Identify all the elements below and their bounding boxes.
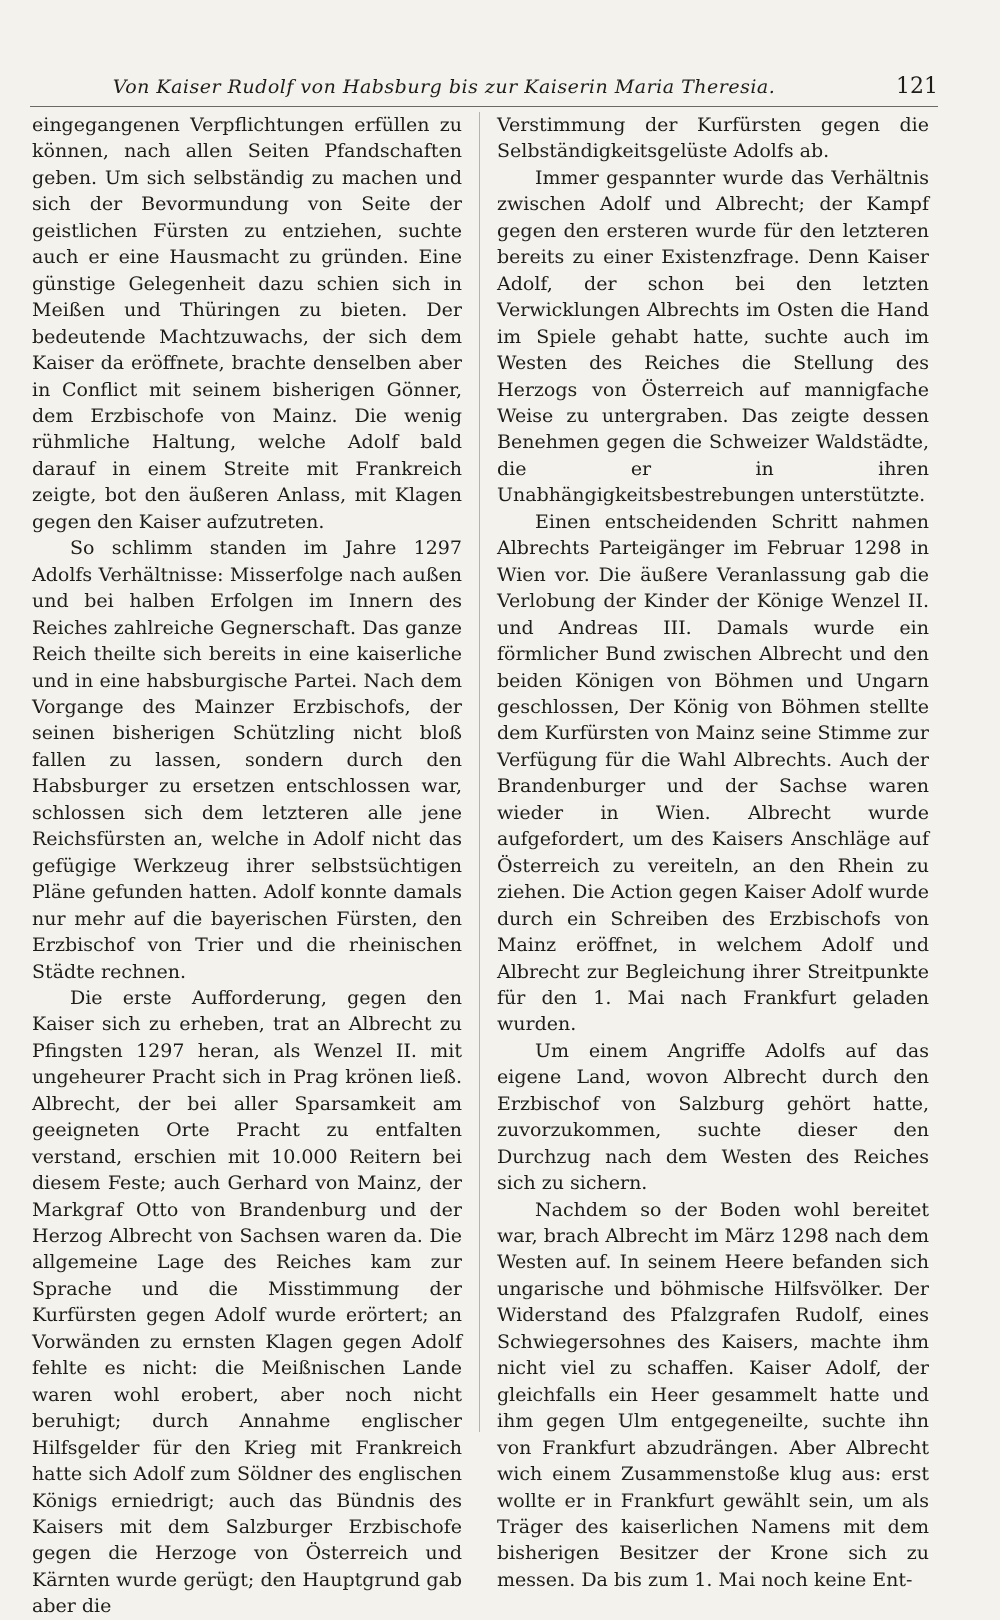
running-head: Von Kaiser Rudolf von Habsburg bis zur Kaiserin Maria Theresia. [112,76,776,98]
header-rule [30,106,938,107]
page-header [30,72,938,106]
paragraph: Einen entscheidenden Schritt nahmen Albrechts Parteigänger im Februar 1298 in Wien vor. Die äußere Veranlassung gab die Verlobung der Kinder der Könige Wenzel II. und Andreas III. Damals wurde ein förmlicher Bund zwischen Albrecht und den beiden Königen von Böhmen und Ungarn geschlossen, Der König von Böhmen stellte dem Kurfürsten von Mainz seine Stimme zur Verfügung für die Wahl Albrechts. Auch der Brandenburger und der Sachse waren wieder in Wien. Albrecht wurde aufgefordert, um des Kaisers Anschläge auf Österreich zu vereiteln, an den Rhein zu ziehen. Die Action gegen Kaiser Adolf wurde durch ein Schreiben des Erzbischofs von Mainz eröffnet, in welchem Adolf und Albrecht zur Begleichung ihrer Streitpunkte für den 1. Mai nach Frankfurt geladen wurden. [497,510,929,1036]
paragraph: Die erste Aufforderung, gegen den Kaiser sich zu erheben, trat an Albrecht zu Pfingsten 1297 heran, als Wenzel II. mit ungeheurer Pracht sich in Prag krönen ließ. Albrecht, der bei aller Sparsamkeit am geeigneten Orte Pracht zu entfalten verstand, erschien mit 10.000 Reitern bei diesem Feste; auch Gerhard von Mainz, der Markgraf Otto von Brandenburg und der Herzog Albrecht von Sachsen waren da. Die allgemeine Lage des Reiches kam zur Sprache und die Misstimmung der Kurfürsten gegen Adolf wurde erörtert; an Vorwänden zu ernsten Klagen gegen Adolf fehlte es nicht: die Meißnischen Lande waren wohl erobert, aber noch nicht beruhigt; durch Annahme englischer Hilfsgelder für den Krieg mit Frankreich hatte sich Adolf zum Söldner des englischen Königs erniedrigt; auch das Bündnis des Kaisers mit dem Salzburger Erzbischofe gegen die Herzoge von Österreich und Kärnten wurde gerügt; den Hauptgrund gab aber die [32,986,462,1618]
page-number: 121 [896,74,938,99]
left-column [32,112,462,1620]
paragraph: Verstimmung der Kurfürsten gegen die Selbständigkeitsgelüste Adolfs ab. [497,114,929,163]
column-divider [479,112,480,1432]
paragraph: Nachdem so der Boden wohl bereitet war, brach Albrecht im März 1298 nach dem Westen auf. In seinem Heere befanden sich ungarische und böhmische Hilfsvölker. Der Widerstand des Pfalzgrafen Rudolf, eines Schwiegersohnes des Kaisers, machte ihm nicht viel zu schaffen. Kaiser Adolf, der gleichfalls ein Heer gesammelt hatte und ihm gegen Ulm entgegeneilte, suchte ihn von Frankfurt abzudrängen. Aber Albrecht wich einem Zusammenstoße klug aus: erst wollte er in Frankfurt gewählt sein, um als Träger des kaiserlichen Namens mit dem bisherigen Besitzer der Krone sich zu messen. Da bis zum 1. Mai noch keine Ent- [497,1198,929,1591]
paragraph: eingegangenen Verpflichtungen erfüllen zu können, nach allen Seiten Pfandschaften geben. Um sich selbständig zu machen und sich der Bevormundung von Seite der geistlichen Fürsten zu entziehen, suchte auch er eine Hausmacht zu gründen. Eine günstige Gelegenheit dazu schien sich in Meißen und Thüringen zu bieten. Der bedeutende Machtzuwachs, der sich dem Kaiser da eröffnete, brachte denselben aber in Conflict mit seinem bisherigen Gönner, dem Erzbischofe von Mainz. Die wenig rühmliche Haltung, welche Adolf bald darauf in einem Streite mit Frankreich zeigte, bot den äußeren Anlass, mit Klagen gegen den Kaiser aufzutreten. [32,114,462,533]
paragraph: So schlimm standen im Jahre 1297 Adolfs Verhältnisse: Misserfolge nach außen und bei halben Erfolgen im Innern des Reiches zahlreiche Gegnerschaft. Das ganze Reich theilte sich bereits in eine kaiserliche und in eine habsburgische Partei. Nach dem Vorgange des Mainzer Erzbischofs, der seinen bisherigen Schützling nicht bloß fallen zu lassen, sondern durch den Habsburger zu ersetzen entschlossen war, schlossen sich dem letzteren alle jene Reichsfürsten an, welche in Adolf nicht das gefügige Werkzeug ihrer selbstsüchtigen Pläne gefunden hatten. Adolf konnte damals nur mehr auf die bayerischen Fürsten, den Erzbischof von Trier und die rheinischen Städte rechnen. [32,537,462,983]
paragraph: Um einem Angriffe Adolfs auf das eigene Land, wovon Albrecht durch den Erzbischof von Salzburg gehört hatte, zuvorzukommen, suchte dieser den Durchzug nach dem Westen des Reiches sich zu sichern. [497,1039,929,1195]
paragraph: Immer gespannter wurde das Verhältnis zwischen Adolf und Albrecht; der Kampf gegen den ersteren wurde für den letzteren bereits zu einer Existenzfrage. Denn Kaiser Adolf, der schon bei den letzten Verwicklungen Albrechts im Osten die Hand im Spiele gehabt hatte, suchte auch im Westen des Reiches die Stellung des Herzogs von Österreich auf mannigfache Weise zu untergraben. Das zeigte dessen Benehmen gegen die Schweizer Waldstädte, die er in ihren Unabhängigkeitsbestrebungen unterstützte. [497,166,929,507]
right-column [497,112,929,1593]
